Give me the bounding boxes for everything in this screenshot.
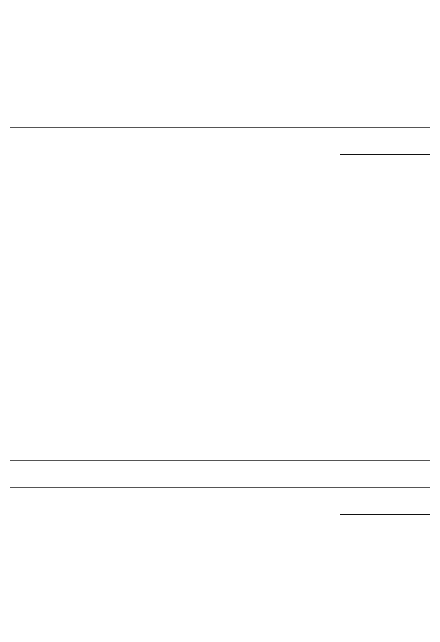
section-1-heading-wrap bbox=[10, 132, 430, 162]
intro-paragraph-1 bbox=[10, 6, 430, 101]
divider bbox=[10, 460, 430, 461]
section-2-heading bbox=[340, 494, 430, 515]
section-2-paragraph-1 bbox=[10, 522, 430, 598]
section-2-heading-wrap bbox=[10, 492, 430, 522]
section-1-paragraph-1 bbox=[10, 162, 430, 238]
intro-paragraph-2 bbox=[10, 104, 430, 123]
section-1-paragraph-2 bbox=[10, 241, 430, 355]
source-citation bbox=[10, 465, 430, 483]
section-1-paragraph-3 bbox=[10, 358, 430, 396]
section-1-heading bbox=[340, 134, 430, 155]
divider bbox=[10, 127, 430, 128]
section-2-paragraph-2 bbox=[10, 601, 430, 642]
section-1-paragraph-4 bbox=[10, 399, 430, 456]
divider bbox=[10, 487, 430, 488]
